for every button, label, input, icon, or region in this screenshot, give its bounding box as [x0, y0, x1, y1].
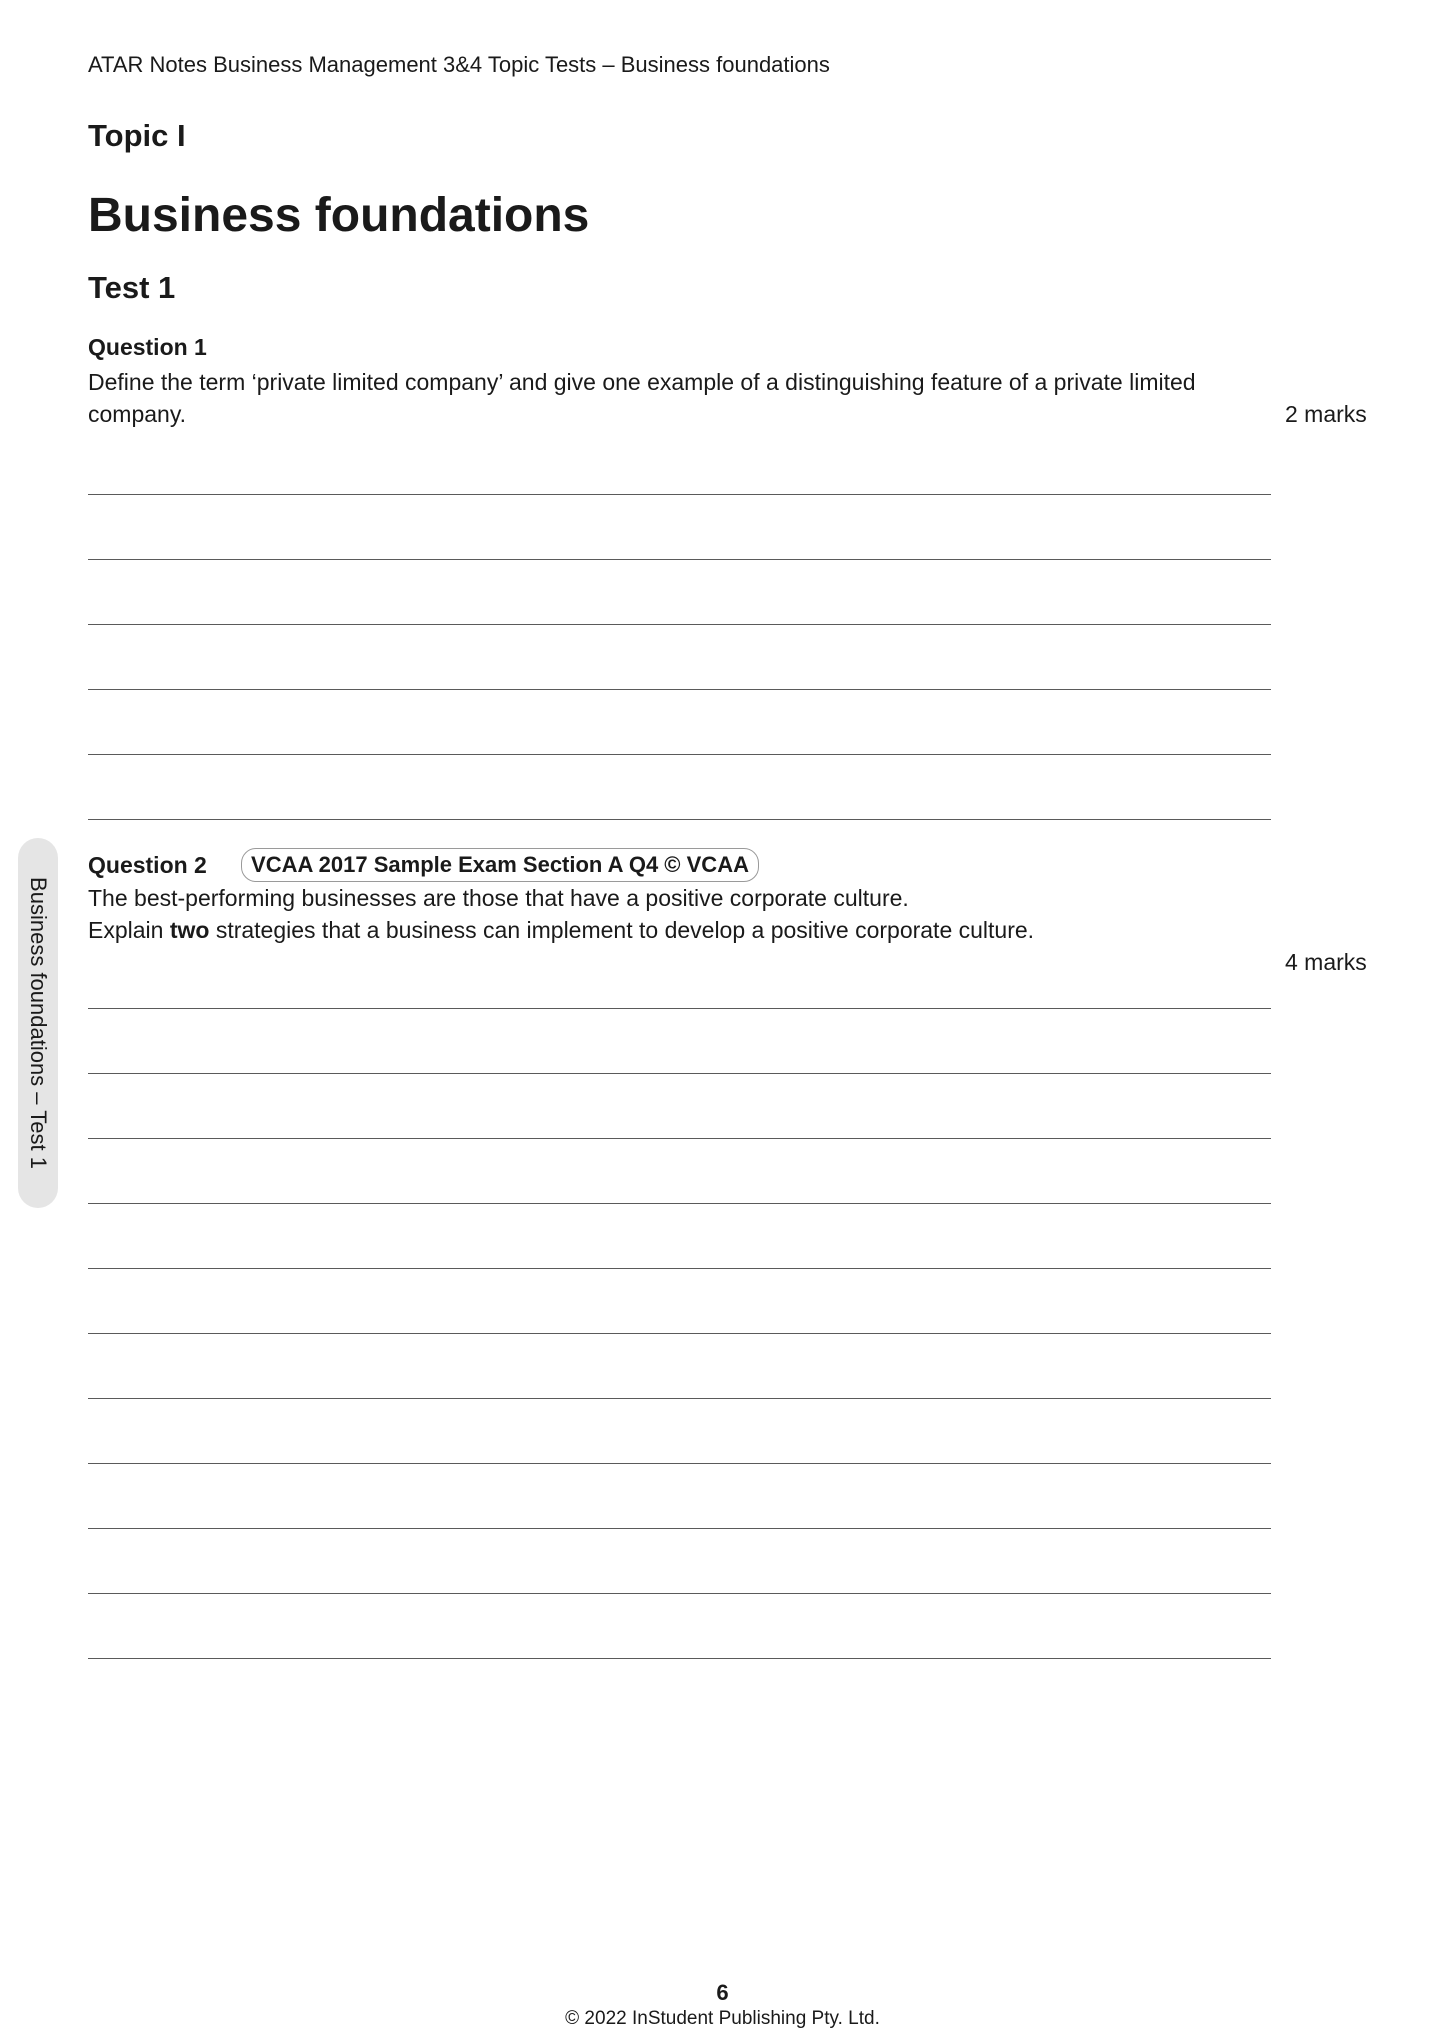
answer-line[interactable]: [88, 1074, 1271, 1139]
answer-line[interactable]: [88, 1269, 1271, 1334]
answer-line[interactable]: [88, 1334, 1271, 1399]
answer-line[interactable]: [88, 1204, 1271, 1269]
question-1-marks: 2 marks: [1285, 401, 1367, 427]
source-badge: VCAA 2017 Sample Exam Section A Q4 © VCAA: [241, 848, 759, 882]
side-tab-label: Business foundations – Test 1: [26, 877, 51, 1169]
question-2-prompt: [88, 914, 1034, 946]
side-section-tab: [18, 838, 58, 1208]
copyright-notice: © 2022 InStudent Publishing Pty. Ltd.: [565, 2008, 880, 2029]
question-1-text-line-2: company.: [88, 401, 187, 427]
running-header: ATAR Notes Business Management 3&4 Topic Tests – Business foundations: [88, 52, 830, 77]
prompt-text: strategies that a business can implement to develop a positive corporate culture.: [209, 917, 1035, 943]
answer-line[interactable]: [88, 625, 1271, 690]
question-1-text-line-1: Define the term ‘private limited company’ and give one example of a distinguishing feature of a private limited: [88, 369, 1196, 395]
question-1-answer-area[interactable]: [88, 430, 1271, 820]
answer-line[interactable]: [88, 495, 1271, 560]
answer-line[interactable]: [88, 1464, 1271, 1529]
answer-line[interactable]: [88, 755, 1271, 820]
topic-label: Topic I: [88, 118, 186, 153]
question-1-label: Question 1: [88, 334, 207, 360]
answer-line[interactable]: [88, 1009, 1271, 1074]
answer-line[interactable]: [88, 944, 1271, 1009]
question-2-context: The best-performing businesses are those that have a positive corporate culture.: [88, 885, 909, 911]
page-number: 6: [716, 1980, 729, 2005]
answer-line[interactable]: [88, 1594, 1271, 1659]
question-2-answer-area[interactable]: [88, 944, 1271, 1659]
answer-line[interactable]: [88, 1529, 1271, 1594]
topic-title: Business foundations: [88, 189, 590, 242]
question-2-label: Question 2: [88, 852, 207, 878]
answer-line[interactable]: [88, 1139, 1271, 1204]
answer-line[interactable]: [88, 690, 1271, 755]
question-2-marks: 4 marks: [1285, 949, 1367, 975]
prompt-emphasis: two: [169, 917, 210, 943]
answer-line[interactable]: [88, 430, 1271, 495]
prompt-text: Explain: [88, 917, 170, 943]
answer-line[interactable]: [88, 560, 1271, 625]
test-title: Test 1: [88, 270, 176, 305]
answer-line[interactable]: [88, 1399, 1271, 1464]
